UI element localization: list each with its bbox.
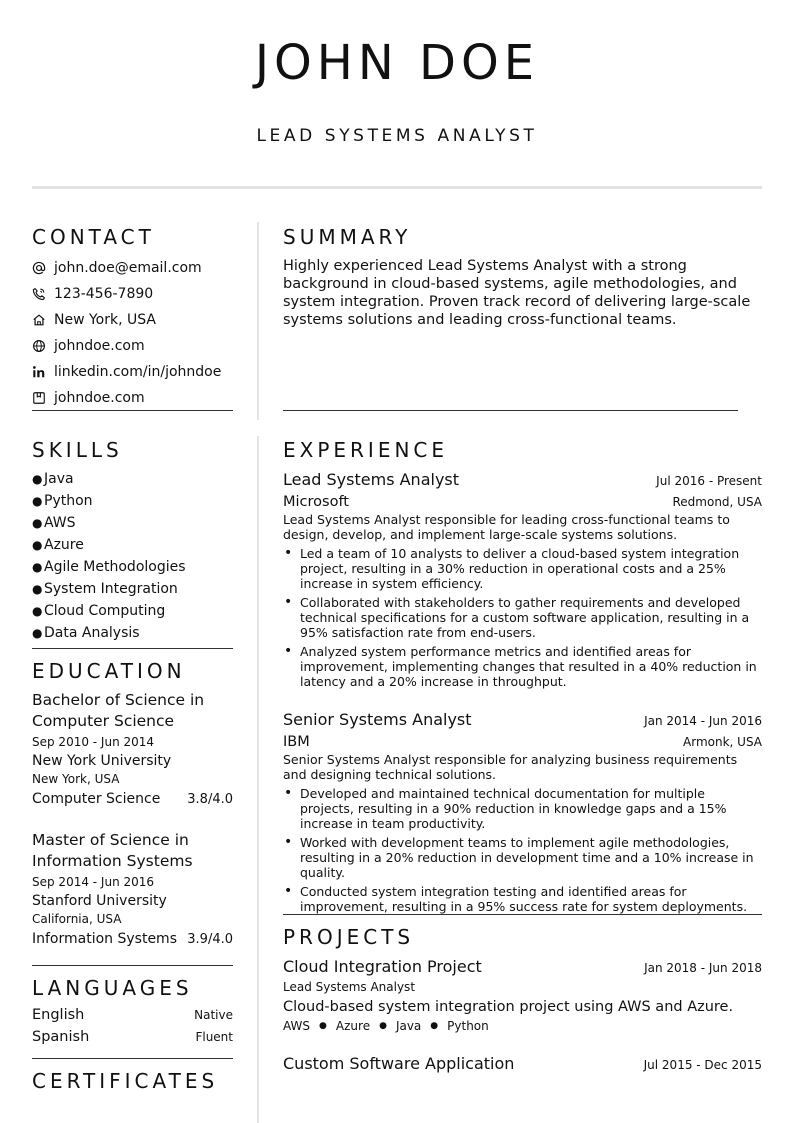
experience-divider — [283, 914, 762, 915]
language-level: Native — [194, 1008, 233, 1022]
language-row — [32, 1029, 233, 1045]
education-field: Information Systems — [32, 931, 177, 947]
resume-name: JOHN DOE — [254, 35, 540, 91]
job-bullet: • Worked with development teams to implement agile methodologies, resulting in a 20% reduction in development time and a 10% increase in quality. — [283, 835, 762, 880]
education-degree: Master of Science in Information Systems — [32, 831, 193, 870]
project-title: Cloud Integration Project — [283, 957, 482, 976]
job-bullets — [283, 786, 762, 914]
job-bullet: • Conducted system integration testing and identified areas for improvement, resulting in a 95% success rate for system deployments. — [283, 884, 762, 914]
column-divider-top — [257, 222, 259, 420]
project-header — [283, 957, 762, 977]
skill-item: ● AWS — [32, 515, 76, 531]
projects-heading: PROJECTS — [283, 925, 415, 949]
contact-linkedin-text: linkedin.com/in/johndoe — [54, 364, 222, 380]
education-heading: EDUCATION — [32, 659, 186, 683]
portfolio-icon — [32, 391, 54, 405]
project-tech: Azure — [335, 1019, 371, 1033]
job-role: Lead Systems Analyst — [283, 470, 460, 489]
job-company: IBM — [283, 734, 310, 750]
languages-heading: LANGUAGES — [32, 976, 193, 1000]
education-location: New York, USA — [32, 772, 120, 786]
education-field: Computer Science — [32, 791, 161, 807]
job-dates: Jul 2016 - Present — [656, 474, 762, 488]
skill-item: ● Cloud Computing — [32, 603, 166, 619]
job-bullet: • Led a team of 10 analysts to deliver a cloud-based system integration project, resulting in a 30% reduction in operational costs and a 25% increase in system efficiency. — [283, 546, 762, 591]
languages-divider — [32, 1058, 233, 1059]
education-field-row — [32, 930, 233, 949]
job-bullets — [283, 546, 762, 689]
project-tech: AWS — [283, 1019, 311, 1033]
language-name: Spanish — [32, 1029, 90, 1045]
project-header — [283, 1054, 762, 1074]
project-entry — [283, 957, 762, 1034]
project-tech: Java — [395, 1019, 422, 1033]
language-name: English — [32, 1007, 85, 1023]
certificates-heading: CERTIFICATES — [32, 1069, 219, 1093]
project-title: Custom Software Application — [283, 1054, 515, 1073]
contact-website[interactable] — [32, 333, 233, 359]
education-field-row — [32, 790, 233, 809]
job-bullet: • Collaborated with stakeholders to gather requirements and developed technical specifications for a custom software application, resulting in a 95% satisfaction rate from end-users. — [283, 595, 762, 640]
experience-entry — [283, 470, 762, 693]
contact-phone[interactable] — [32, 281, 233, 307]
skills-divider — [32, 648, 233, 649]
education-dates: Sep 2010 - Jun 2014 — [32, 735, 155, 749]
contact-heading: CONTACT — [32, 225, 155, 249]
education-entry — [32, 690, 233, 809]
contact-email-text: john.doe@email.com — [54, 260, 202, 276]
contact-location — [32, 307, 233, 333]
skill-item: ● Data Analysis — [32, 625, 140, 641]
job-bullet: • Analyzed system performance metrics and identified areas for improvement, implementing changes that resulted in a 40% reduction in latency and a 20% increase in throughput. — [283, 644, 762, 689]
at-icon — [32, 261, 54, 275]
education-gpa: 3.8/4.0 — [187, 792, 233, 807]
experience-heading: EXPERIENCE — [283, 438, 449, 462]
project-tech-list — [283, 1018, 762, 1034]
linkedin-icon — [32, 365, 54, 379]
job-header — [283, 710, 762, 730]
tech-separator-dot: ● — [319, 1021, 327, 1031]
skill-item: ● System Integration — [32, 581, 178, 597]
job-company: Microsoft — [283, 494, 349, 510]
skill-item: ● Python — [32, 493, 93, 509]
tech-separator-dot: ● — [379, 1021, 387, 1031]
summary-divider — [283, 410, 738, 411]
project-dates: Jul 2015 - Dec 2015 — [643, 1058, 762, 1072]
home-icon — [32, 313, 54, 327]
project-entry — [283, 1054, 762, 1074]
education-entry — [32, 830, 233, 949]
job-company-row — [283, 494, 762, 510]
project-role: Lead Systems Analyst — [283, 980, 416, 994]
globe-icon — [32, 339, 54, 353]
contact-website-text: johndoe.com — [54, 338, 145, 354]
education-dates: Sep 2014 - Jun 2016 — [32, 875, 155, 889]
job-bullet: • Developed and maintained technical documentation for multiple projects, resulting in a 90% reduction in knowledge gaps and a 15% increase in team productivity. — [283, 786, 762, 831]
summary-heading: SUMMARY — [283, 225, 412, 249]
education-institution: Stanford University — [32, 893, 167, 909]
project-description: Cloud-based system integration project using AWS and Azure. — [283, 999, 734, 1015]
job-role: Senior Systems Analyst — [283, 710, 472, 729]
contact-list — [32, 255, 233, 411]
contact-phone-text: 123-456-7890 — [54, 286, 154, 302]
skill-item: ● Azure — [32, 537, 84, 553]
job-description: Senior Systems Analyst responsible for analyzing business requirements and designing technical solutions. — [283, 752, 738, 782]
job-location: Redmond, USA — [672, 495, 762, 509]
contact-location-text: New York, USA — [54, 312, 156, 328]
skills-list — [32, 468, 233, 644]
skills-heading: SKILLS — [32, 438, 123, 462]
contact-linkedin[interactable] — [32, 359, 233, 385]
skill-item: ● Java — [32, 471, 74, 487]
education-gpa: 3.9/4.0 — [187, 932, 233, 947]
contact-portfolio-text: johndoe.com — [54, 390, 145, 406]
skill-item: ● Agile Methodologies — [32, 559, 186, 575]
job-dates: Jan 2014 - Jun 2016 — [644, 714, 762, 728]
education-institution: New York University — [32, 753, 172, 769]
project-dates: Jan 2018 - Jun 2018 — [644, 961, 762, 975]
contact-divider — [32, 410, 233, 411]
job-location: Armonk, USA — [683, 735, 762, 749]
contact-email[interactable] — [32, 255, 233, 281]
job-header — [283, 470, 762, 490]
tech-separator-dot: ● — [430, 1021, 439, 1031]
language-row — [32, 1007, 233, 1023]
column-divider-main — [257, 436, 259, 1123]
project-tech: Python — [447, 1019, 489, 1033]
header-divider — [32, 186, 762, 189]
job-description: Lead Systems Analyst responsible for leading cross-functional teams to design, develop, and implement large-scale systems solutions. — [283, 512, 730, 542]
language-level: Fluent — [195, 1030, 233, 1044]
resume-job-title: LEAD SYSTEMS ANALYST — [256, 126, 538, 146]
job-company-row — [283, 734, 762, 750]
experience-entry — [283, 710, 762, 918]
education-degree: Bachelor of Science in Computer Science — [32, 691, 205, 730]
education-location: California, USA — [32, 912, 122, 926]
contact-portfolio[interactable] — [32, 385, 233, 411]
phone-icon — [32, 287, 54, 301]
summary-text: Highly experienced Lead Systems Analyst with a strong background in cloud-based systems, agile methodologies, and system integration. Proven track record of delivering large-scale systems solutions and leading cross-functional teams. — [283, 258, 751, 328]
education-divider — [32, 965, 233, 966]
